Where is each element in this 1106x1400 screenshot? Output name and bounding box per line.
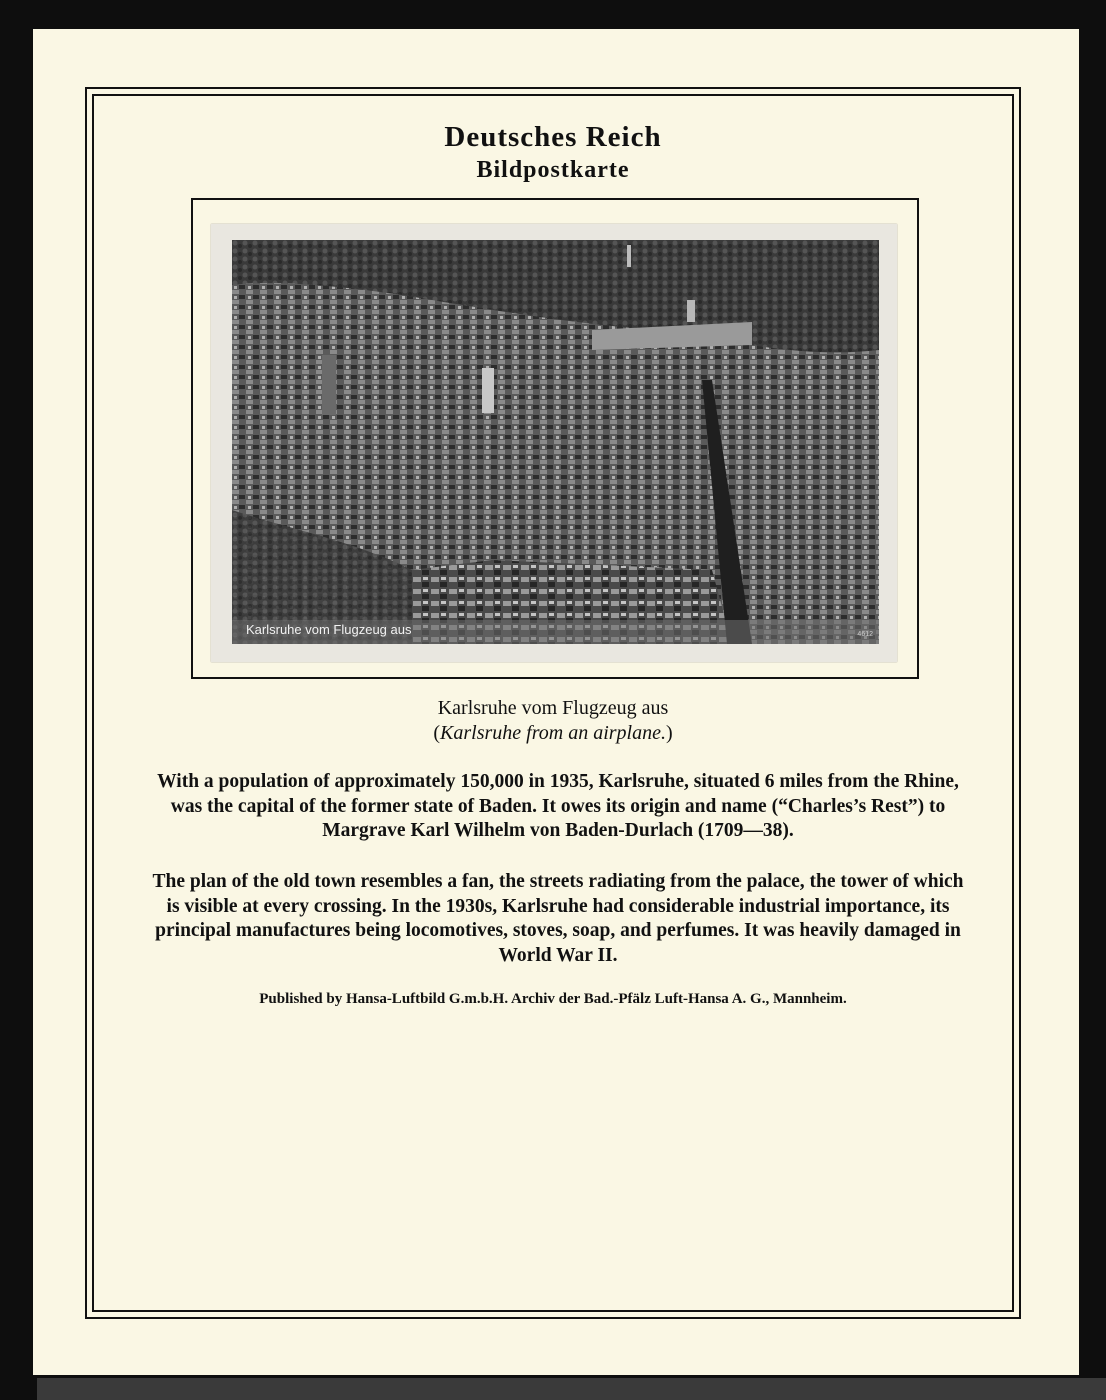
caption-paren-close: ): [665, 722, 673, 744]
publisher-credit: Published by Hansa-Luftbild G.m.b.H. Archiv der Bad.-Pfälz Luft-Hansa A. G., Mannheim.: [259, 991, 847, 1007]
caption-paren-open: (: [433, 722, 441, 744]
caption-translation-text: Karlsruhe from an airplane.: [440, 722, 666, 744]
postcard-photo: [232, 240, 879, 644]
page-title: Deutsches Reich: [444, 121, 662, 153]
page-subtitle: Bildpostkarte: [476, 157, 630, 183]
description-paragraph: With a population of approximately 150,000 in 1935, Karlsruhe, situated 6 miles from the Rhine, was the capital of the former state of Baden. It owes its origin and name (“Charles’s Rest”) to Margrave Karl Wilhelm von Baden-Durlach (1709—38).: [157, 771, 959, 841]
photo-card-number: 4612: [857, 631, 873, 638]
bottom-strip: [37, 1378, 1106, 1400]
caption-title: Karlsruhe vom Flugzeug aus: [437, 697, 669, 719]
aerial-city-photo: [232, 240, 879, 644]
caption-translation: [92, 722, 1014, 745]
description-paragraph: The plan of the old town resembles a fan, the streets radiating from the palace, the tower of which is visible at every crossing. In the 1930s, Karlsruhe had considerable industrial importance, its principal manufactures being locomotives, stoves, soap, and perfumes. It was heavily damaged in World War II.: [152, 871, 964, 966]
photo-caption: Karlsruhe vom Flugzeug aus: [246, 622, 412, 637]
